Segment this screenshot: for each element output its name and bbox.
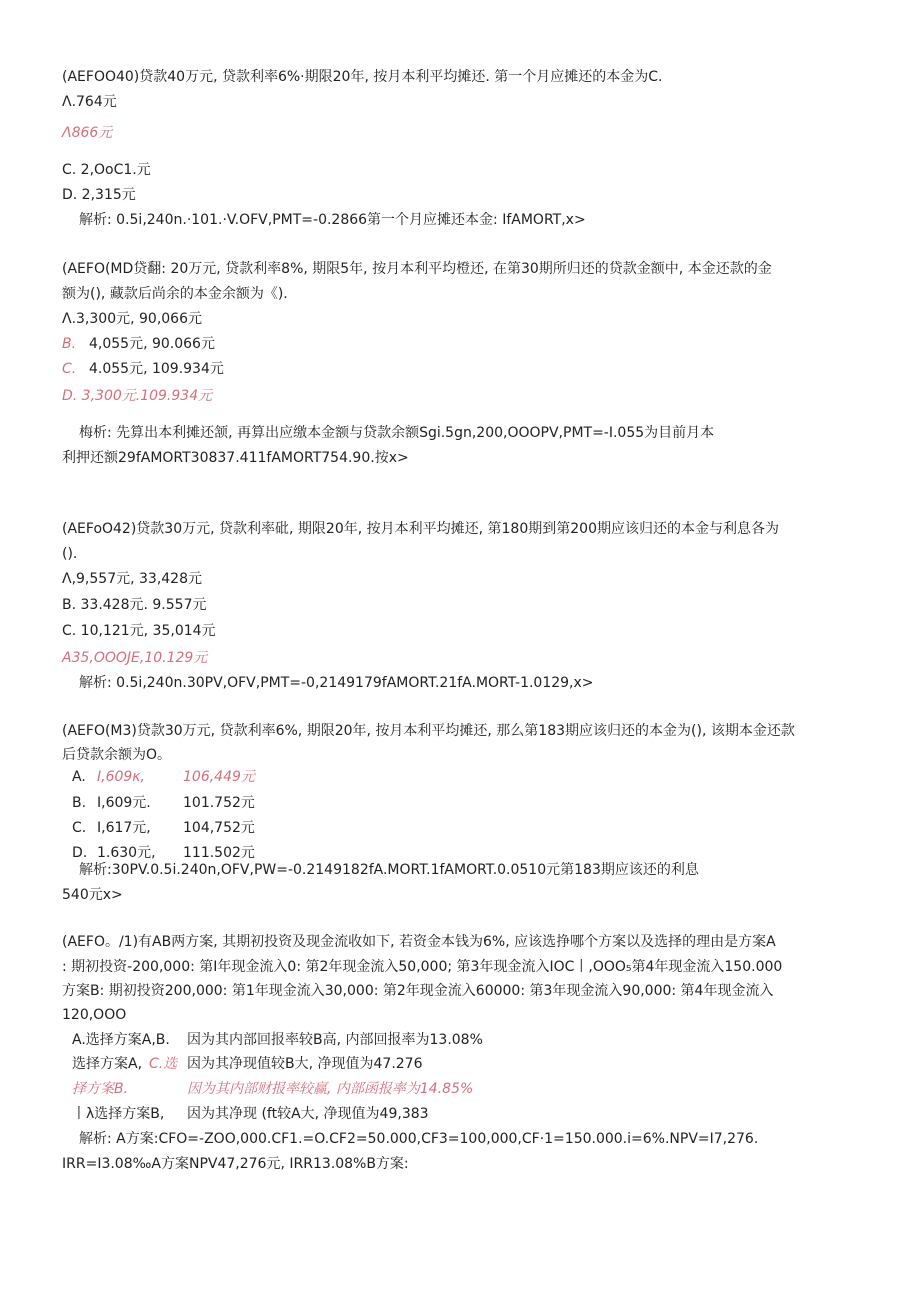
q4-option-c-principal: I,617元, bbox=[97, 820, 151, 836]
q5-option-c-letter: C.选 bbox=[149, 1056, 178, 1072]
q4-option-d-balance: 111.502元 bbox=[183, 845, 255, 861]
q4-option-c-letter: C. bbox=[72, 820, 87, 836]
q2-analysis-line2: 利押还额29fAMORT30837.411fAMORT754.90.按x> bbox=[62, 450, 409, 466]
q5-option-a-reason: 因为其内部回报率较B高, 内部回报率为13.08% bbox=[187, 1032, 483, 1048]
q3-option-a: Λ,9,557元, 33,428元 bbox=[62, 571, 202, 587]
q2-option-a: Λ.3,300元, 90,066元 bbox=[62, 311, 202, 327]
q5-analysis-line1: 解析: A方案:CFO=-ZOO,000.CF1.=O.CF2=50.000,CF3=100,000,CF·1=150.000.i=6%.NPV=I7,276. bbox=[79, 1131, 759, 1147]
q5-option-c-reason: 因为其内部财报率较赢, 内部函报率为14.85% bbox=[187, 1081, 474, 1097]
q4-option-a-letter: A. bbox=[72, 769, 86, 785]
q4-option-d-letter: D. bbox=[72, 845, 88, 861]
q4-analysis-line1: 解析:30PV.0.5i.240n,OFV,PW=-0.2149182fA.MORT.1fAMORT.0.0510元第183期应该还的利息 bbox=[79, 862, 699, 878]
q3-option-d: A35,OOOJE,10.129元 bbox=[62, 650, 208, 666]
q4-option-a-principal: I,609κ, bbox=[97, 769, 146, 785]
q1-analysis: 解析: 0.5i,240n.·101.·V.OFV,PMT=-0.2866第一个月应摊还本金: IfAMORT,x> bbox=[79, 212, 586, 228]
q1-option-d: D. 2,315元 bbox=[62, 187, 136, 203]
q4-stem-line2: 后贷款余额为O。 bbox=[62, 747, 172, 763]
q2-option-b: 4,055元, 90.066元 bbox=[89, 336, 215, 352]
q5-option-b-reason: 因为其净现值较B大, 净现值为47.276 bbox=[187, 1056, 423, 1072]
q1-option-c: C. 2,OoC1.元 bbox=[62, 162, 151, 178]
q3-option-b: B. 33.428元. 9.557元 bbox=[62, 597, 207, 613]
q3-stem-line1: (AEFoO42)贷款30万元, 贷款利率砒, 期限20年, 按月本利平均摊还, 第180期到第200期应该归还的本金与利息各为 bbox=[62, 521, 779, 537]
q5-stem-line4: 120,OOO bbox=[62, 1007, 127, 1023]
q4-option-d-principal: 1.630元, bbox=[97, 845, 156, 861]
q1-option-b: Λ866元 bbox=[62, 125, 113, 141]
q2-stem-line2: 额为(), 藏款后尚余的本金余额为《). bbox=[62, 286, 288, 302]
q5-option-c-choice: 择方案B. bbox=[72, 1081, 129, 1097]
q5-analysis-line2: IRR=I3.08‰A方案NPV47,276元, IRR13.08%B方案: bbox=[62, 1156, 409, 1172]
q4-option-b-balance: 101.752元 bbox=[183, 795, 255, 811]
q1-stem: (AEFOO40)贷款40万元, 贷款利率6%·期限20年, 按月本利平均摊还. 第一个月应摊还的本金为C. bbox=[62, 69, 663, 85]
q3-stem-line2: (). bbox=[62, 546, 78, 562]
q4-option-b-letter: B. bbox=[72, 795, 87, 811]
q4-stem-line1: (AEFO(M3)贷款30万元, 贷款利率6%, 期限20年, 按月本利平均摊还, 那么第183期应该归还的本金为(), 该期本金还款 bbox=[62, 723, 795, 739]
q3-option-c: C. 10,121元, 35,014元 bbox=[62, 623, 216, 639]
q5-option-d-choice: 丨λ选择方案B, bbox=[72, 1106, 165, 1122]
q2-stem-line1: (AEFO(MD贷翻: 20万元, 贷款利率8%, 期限5年, 按月本利平均橙还, 在第30期所归还的贷款金额中, 本金还款的金 bbox=[62, 261, 772, 277]
q4-option-a-balance: 106,449元 bbox=[183, 769, 255, 785]
q2-option-c-letter: C. bbox=[62, 361, 77, 377]
q2-option-d: D. 3,300元.109.934元 bbox=[62, 388, 213, 404]
q5-option-b-choice: 选择方案A, bbox=[72, 1056, 143, 1072]
q4-analysis-line2: 540元x> bbox=[62, 887, 123, 903]
q3-analysis: 解析: 0.5i,240n.30PV,OFV,PMT=-0,2149179fAMORT.21fA.MORT-1.0129,x> bbox=[79, 675, 594, 691]
q2-analysis-line1: 梅析: 先算出本利摊还颔, 再算出应缴本金额与贷款余额Sgi.5gn,200,OOOPV,PMT=-I.055为目前月本 bbox=[79, 425, 715, 441]
q2-option-b-letter: B. bbox=[62, 336, 77, 352]
q5-option-d-reason: 因为其净现 (ft较A大, 净现值为49,383 bbox=[187, 1106, 429, 1122]
q2-option-c: 4.055元, 109.934元 bbox=[89, 361, 224, 377]
q5-option-a-choice: A.选择方案A,B. bbox=[72, 1032, 170, 1048]
q5-stem-line2: : 期初投资-200,000: 第I年现金流入0: 第2年现金流入50,000; 第3年现金流入IOC丨,OOO₅第4年现金流入150.000 bbox=[62, 959, 783, 975]
q5-stem-line1: (AEFO。/1)有AB两方案, 其期初投资及现金流收如下, 若资金本钱为6%, 应该选挣哪个方案以及选择的理由是方案A bbox=[62, 934, 776, 950]
q4-option-c-balance: 104,752元 bbox=[183, 820, 255, 836]
q5-stem-line3: 方案B: 期初投资200,000: 第1年现金流入30,000: 第2年现金流入60000: 第3年现金流入90,000: 第4年现金流入 bbox=[62, 983, 774, 999]
q1-option-a: Λ.764元 bbox=[62, 94, 117, 110]
q4-option-b-principal: I,609元. bbox=[97, 795, 151, 811]
